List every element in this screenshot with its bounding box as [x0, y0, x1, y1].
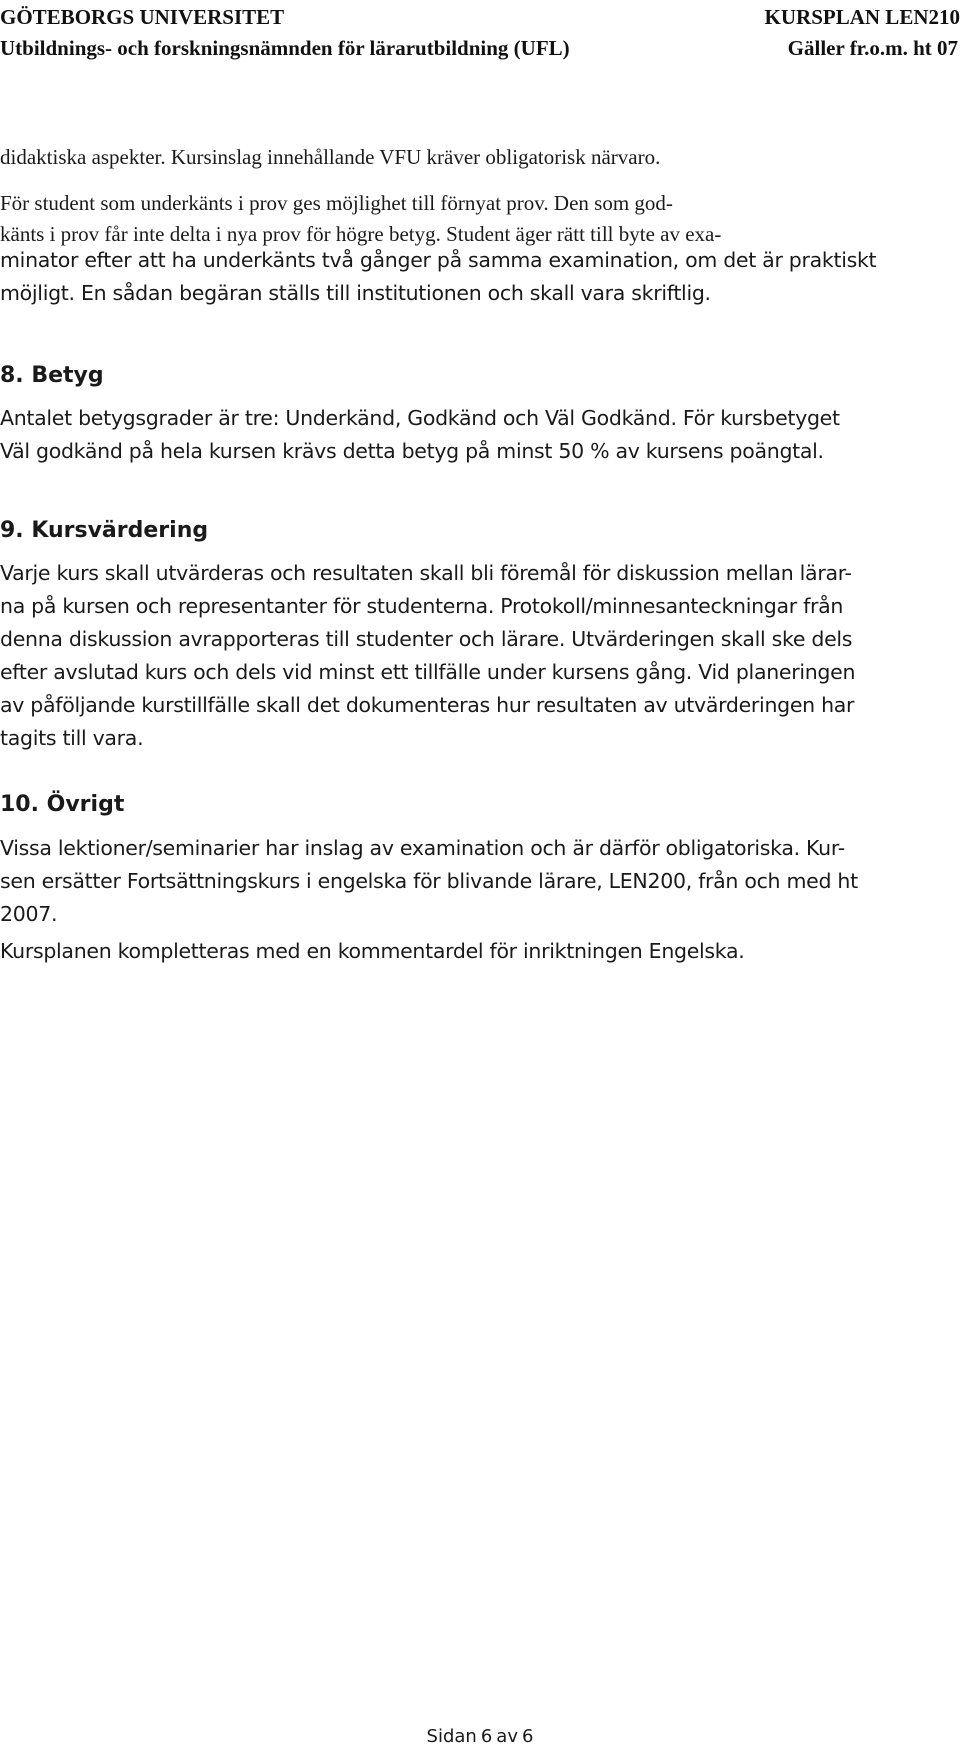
- text-line: Kursplanen kompletteras med en kommentardel för inriktningen Engelska.: [0, 939, 745, 963]
- text-line: av påföljande kurstillfälle skall det dokumenteras hur resultaten av utvärderingen har: [0, 693, 855, 717]
- page-of: av: [496, 1726, 518, 1747]
- text-line: Vissa lektioner/seminarier har inslag av examination och är därför obligatoriska. Kur-: [0, 836, 845, 860]
- text-line: didaktiska aspekter. Kursinslag innehållande VFU kräver obligatorisk närvaro.: [0, 145, 661, 169]
- valid-from: Gäller fr.o.m. ht 07: [787, 36, 958, 60]
- course-code: KURSPLAN LEN210: [764, 5, 960, 29]
- section-body-betyg: [0, 402, 952, 468]
- page-total: 6: [521, 1726, 534, 1747]
- text-line: Väl godkänd på hela kursen krävs detta betyg på minst 50 % av kursens poängtal.: [0, 439, 824, 463]
- section-body-ovrigt: [0, 832, 952, 931]
- text-line: denna diskussion avrapporteras till studenter och lärare. Utvärderingen skall ske dels: [0, 627, 853, 651]
- continuation-paragraph-2: [0, 188, 952, 250]
- text-line: Antalet betygsgrader är tre: Underkänd, Godkänd och Väl Godkänd. För kursbetyget: [0, 406, 840, 430]
- section-heading-betyg: 8. Betyg: [0, 363, 104, 388]
- header-row-2: [0, 33, 960, 64]
- board-name: Utbildnings- och forskningsnämnden för lärarutbildning (UFL): [0, 36, 570, 60]
- section-body-ovrigt-extra: [0, 935, 952, 968]
- text-line: na på kursen och representanter för studenterna. Protokoll/minnesanteckningar från: [0, 594, 844, 618]
- text-line: möjligt. En sådan begäran ställs till institutionen och skall vara skriftlig.: [0, 281, 711, 305]
- text-line: känts i prov får inte delta i nya prov för högre betyg. Student äger rätt till byte av exa-: [0, 222, 722, 246]
- university-name: GÖTEBORGS UNIVERSITET: [0, 5, 285, 29]
- text-line: minator efter att ha underkänts två gånger på samma examination, om det är praktiskt: [0, 248, 877, 272]
- text-line: För student som underkänts i prov ges möjlighet till förnyat prov. Den som god-: [0, 191, 673, 215]
- section-heading-ovrigt: 10. Övrigt: [0, 792, 125, 817]
- header-row-1: [0, 2, 960, 33]
- continuation-paragraph-1: [0, 142, 952, 173]
- section-heading-kursvardering: 9. Kursvärdering: [0, 518, 209, 543]
- section-body-kursvardering: [0, 557, 952, 755]
- continuation-paragraph-3: [0, 244, 952, 310]
- page-label: Sidan: [426, 1726, 477, 1747]
- page-footer: [0, 1725, 960, 1749]
- text-line: Varje kurs skall utvärderas och resultaten skall bli föremål för diskussion mellan lärar-: [0, 561, 852, 585]
- text-line: sen ersätter Fortsättningskurs i engelska för blivande lärare, LEN200, från och med ht: [0, 869, 858, 893]
- page-current: 6: [480, 1726, 493, 1747]
- page-header: [0, 2, 960, 64]
- text-line: 2007.: [0, 902, 58, 926]
- text-line: efter avslutad kurs och dels vid minst ett tillfälle under kursens gång. Vid planeringen: [0, 660, 856, 684]
- text-line: tagits till vara.: [0, 726, 144, 750]
